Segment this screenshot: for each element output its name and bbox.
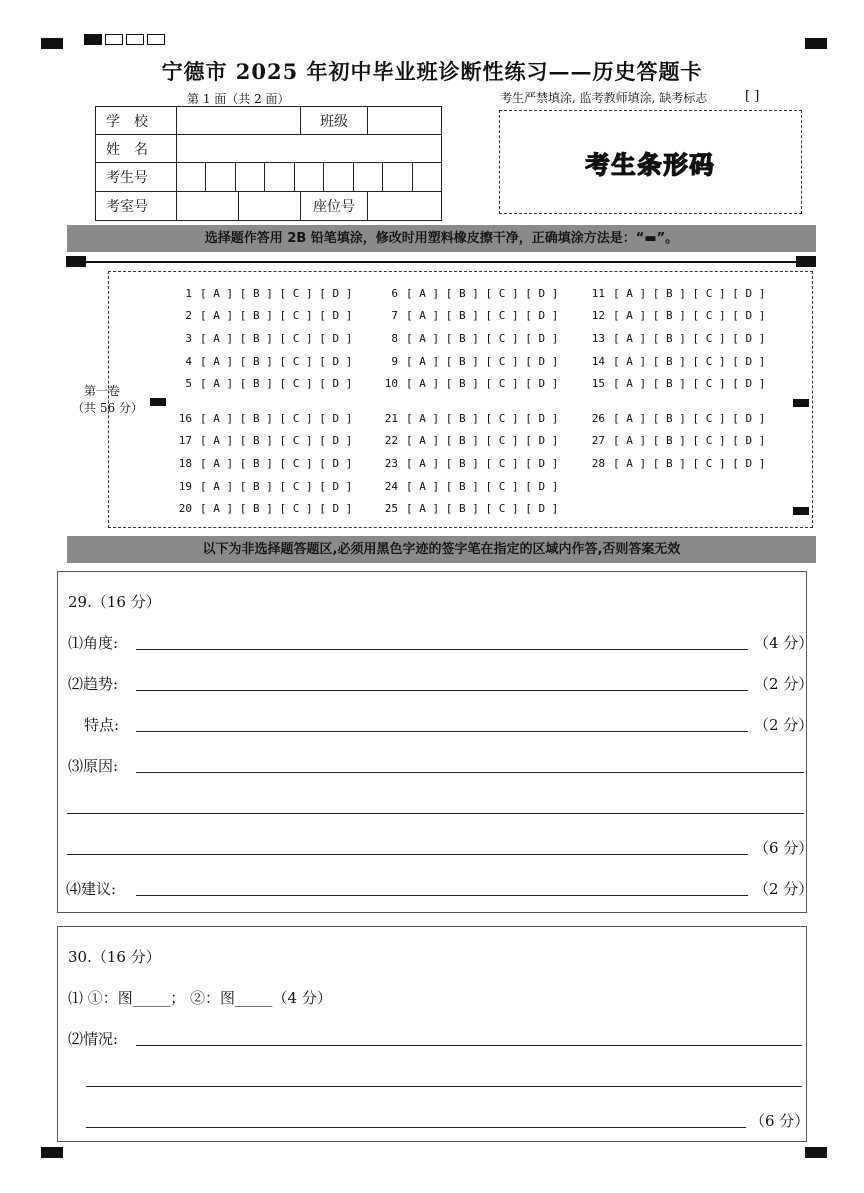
question-number: 1 [185,287,192,300]
question-number: 7 [391,309,398,322]
answer-options[interactable]: [ A ] [ B ] [ C ] [ D ] [613,457,766,470]
answer-options[interactable]: [ A ] [ B ] [ C ] [ D ] [613,355,766,368]
choice-question-23[interactable] [376,457,558,470]
q29-part2b-answer-line[interactable] [136,731,748,732]
choice-question-13[interactable] [583,332,765,345]
question-number: 20 [178,502,192,515]
q29-part1-answer-line[interactable] [136,649,748,650]
question-number: 19 [178,480,192,493]
choice-question-19[interactable] [170,480,352,493]
page-indicator-marks [84,34,165,45]
question-number: 5 [185,377,192,390]
q29-part2-label: ⑵趋势: [68,675,119,693]
choice-instruction: 选择题作答用 2B 铅笔填涂，修改时用塑料橡皮擦干净，正确填涂方法是：“▬”。 [67,225,816,252]
answer-options[interactable]: [ A ] [ B ] [ C ] [ D ] [200,434,353,447]
choice-question-7[interactable] [376,309,558,322]
question-number: 10 [384,377,398,390]
q29-part4-answer-line[interactable] [136,895,748,896]
answer-options[interactable]: [ A ] [ B ] [ C ] [ D ] [200,480,353,493]
student-info-table [95,106,442,221]
q30-part2-answer-line-3[interactable] [86,1127,746,1128]
answer-options[interactable]: [ A ] [ B ] [ C ] [ D ] [200,332,353,345]
q30-part1[interactable]: ⑴ ①：图_____； ②：图_____（4 分） [68,989,332,1007]
q29-title: 29.（16 分） [68,593,161,611]
q29-part4-score: （2 分） [754,880,814,898]
q29-part2b-score: （2 分） [754,716,814,734]
question-number: 16 [178,412,192,425]
question-number: 14 [591,355,605,368]
choice-question-25[interactable] [376,502,558,515]
question-number: 9 [391,355,398,368]
q29-part2-score: （2 分） [754,675,814,693]
seat-field[interactable] [368,192,442,221]
corner-mark-bottom-right [805,1147,827,1158]
q29-part1-label: ⑴角度: [68,634,119,652]
answer-options[interactable]: [ A ] [ B ] [ C ] [ D ] [406,480,559,493]
question-number: 28 [591,457,605,470]
choice-question-14[interactable] [583,355,765,368]
choice-question-28[interactable] [583,457,765,470]
q30-part2-label: ⑵情况: [68,1030,119,1048]
page-info: 第 1 面（共 2 面） [187,92,290,106]
question-number: 11 [591,287,605,300]
choice-question-17[interactable] [170,434,352,447]
answer-panel-30 [57,926,810,1142]
choice-question-15[interactable] [583,377,765,390]
choice-question-21[interactable] [376,412,558,425]
choice-question-6[interactable] [376,287,558,300]
label-room: 考室号 [96,192,177,221]
question-number: 27 [591,434,605,447]
choice-top-rule [67,261,816,263]
timing-mark-right-1 [793,399,809,407]
choice-question-24[interactable] [376,480,558,493]
label-class: 班级 [301,107,368,135]
q29-part3-answer-line-3[interactable] [67,854,748,855]
answer-options[interactable]: [ A ] [ B ] [ C ] [ D ] [200,412,353,425]
absent-notice: 考生严禁填涂, 监考教师填涂, 缺考标志 [500,91,708,105]
corner-mark-top-right [805,38,827,49]
rule-mark-right [796,256,816,267]
name-field[interactable] [177,135,442,163]
choice-question-12[interactable] [583,309,765,322]
choice-question-16[interactable] [170,412,352,425]
answer-options[interactable]: [ A ] [ B ] [ C ] [ D ] [406,457,559,470]
school-field[interactable] [177,107,301,135]
q29-part3-score: （6 分） [754,839,814,857]
question-number: 4 [185,355,192,368]
page-title: 宁德市 2025 年初中毕业班诊断性练习——历史答题卡 [161,59,703,84]
choice-question-22[interactable] [376,434,558,447]
answer-options[interactable]: [ A ] [ B ] [ C ] [ D ] [406,377,559,390]
question-number: 22 [384,434,398,447]
choice-question-27[interactable] [583,434,765,447]
q29-part3-answer-line-2[interactable] [67,813,804,814]
question-number: 18 [178,457,192,470]
q29-part4-label: ⑷建议: [66,880,117,898]
question-number: 3 [185,332,192,345]
choice-question-10[interactable] [376,377,558,390]
answer-options[interactable]: [ A ] [ B ] [ C ] [ D ] [200,355,353,368]
q30-part2-answer-line-2[interactable] [86,1086,802,1087]
choice-question-1[interactable] [170,287,352,300]
answer-options[interactable]: [ A ] [ B ] [ C ] [ D ] [406,434,559,447]
q30-title: 30.（16 分） [68,948,161,966]
question-number: 21 [384,412,398,425]
question-number: 17 [178,434,192,447]
label-student-id: 考生号 [96,163,177,192]
corner-mark-top-left [41,38,63,49]
choice-question-5[interactable] [170,377,352,390]
q29-part2-answer-line[interactable] [136,690,748,691]
choice-question-20[interactable] [170,502,352,515]
answer-options[interactable]: [ A ] [ B ] [ C ] [ D ] [406,355,559,368]
label-name: 姓 名 [96,135,177,163]
answer-options[interactable]: [ A ] [ B ] [ C ] [ D ] [406,502,559,515]
answer-options[interactable]: [ A ] [ B ] [ C ] [ D ] [613,309,766,322]
q29-part1-score: （4 分） [754,634,814,652]
choice-question-11[interactable] [583,287,765,300]
question-number: 13 [591,332,605,345]
q29-part3-answer-line-1[interactable] [136,772,804,773]
choice-question-26[interactable] [583,412,765,425]
question-number: 24 [384,480,398,493]
timing-mark-right-2 [793,507,809,515]
label-school: 学 校 [96,107,177,135]
question-number: 6 [391,287,398,300]
answer-options[interactable]: [ A ] [ B ] [ C ] [ D ] [200,502,353,515]
answer-panel-29 [57,571,807,913]
q29-part2b-label: 特点: [84,716,120,734]
answer-options[interactable]: [ A ] [ B ] [ C ] [ D ] [406,287,559,300]
choice-question-8[interactable] [376,332,558,345]
answer-options[interactable]: [ A ] [ B ] [ C ] [ D ] [613,412,766,425]
choice-question-4[interactable] [170,355,352,368]
answer-options[interactable]: [ A ] [ B ] [ C ] [ D ] [406,412,559,425]
choice-question-18[interactable] [170,457,352,470]
choice-question-9[interactable] [376,355,558,368]
question-number: 12 [591,309,605,322]
non-choice-instruction: 以下为非选择题答题区,必须用黑色字迹的签字笔在指定的区域内作答,否则答案无效 [67,536,816,563]
q29-part3-label: ⑶原因: [68,757,119,775]
answer-options[interactable]: [ A ] [ B ] [ C ] [ D ] [613,434,766,447]
corner-mark-bottom-left [41,1147,63,1158]
question-number: 25 [384,502,398,515]
absent-checkbox[interactable]: [ ] [745,89,760,104]
choice-question-2[interactable] [170,309,352,322]
question-number: 23 [384,457,398,470]
section-score: （共 56 分） [72,401,143,415]
room-field[interactable] [177,192,301,221]
label-seat: 座位号 [301,192,368,221]
timing-mark-left [150,398,166,406]
answer-options[interactable]: [ A ] [ B ] [ C ] [ D ] [613,377,766,390]
barcode-label: 考生条形码 [585,150,716,179]
answer-options[interactable]: [ A ] [ B ] [ C ] [ D ] [200,377,353,390]
student-id-field[interactable] [177,163,442,192]
class-field[interactable] [368,107,442,135]
answer-options[interactable]: [ A ] [ B ] [ C ] [ D ] [613,287,766,300]
answer-options[interactable]: [ A ] [ B ] [ C ] [ D ] [613,332,766,345]
question-number: 15 [591,377,605,390]
question-number: 2 [185,309,192,322]
answer-options[interactable]: [ A ] [ B ] [ C ] [ D ] [406,309,559,322]
barcode-area [499,110,802,214]
question-number: 26 [591,412,605,425]
section-label: 第一卷 [84,384,121,398]
answer-options[interactable]: [ A ] [ B ] [ C ] [ D ] [406,332,559,345]
answer-options[interactable]: [ A ] [ B ] [ C ] [ D ] [200,457,353,470]
answer-options[interactable]: [ A ] [ B ] [ C ] [ D ] [200,287,353,300]
choice-question-3[interactable] [170,332,352,345]
answer-options[interactable]: [ A ] [ B ] [ C ] [ D ] [200,309,353,322]
rule-mark-left [66,256,86,267]
question-number: 8 [391,332,398,345]
q30-part2-answer-line-1[interactable] [136,1045,802,1046]
q30-part2-score: （6 分） [750,1112,810,1130]
